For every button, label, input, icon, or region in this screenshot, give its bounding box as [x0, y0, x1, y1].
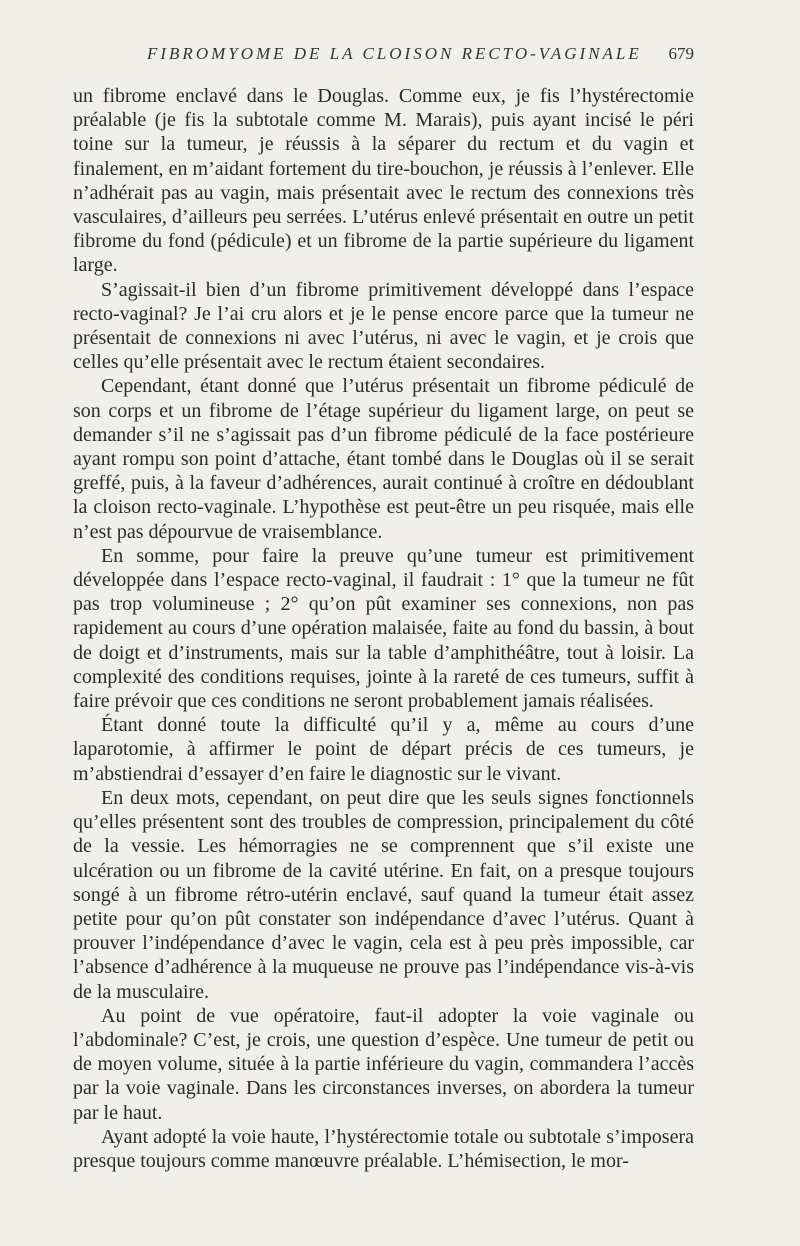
- paragraph: S’agissait-il bien d’un fibrome primitivement développé dans l’espace recto-vaginal? Je l’ai cru alors et je le pense encore parce que la tumeur ne présentait de connexions ni avec l’utérus, ni avec le vagin, et je crois que celles qu’elle présentait avec le rectum étaient secondaires.: [73, 278, 694, 374]
- running-header: [73, 44, 694, 70]
- body-text: [73, 84, 694, 1173]
- paragraph: En somme, pour faire la preuve qu’une tumeur est primitivement développée dans l’espace recto-vaginal, il faudrait : 1° que la tumeur ne fût pas trop volumineuse ; 2° qu’on pût examiner ses connexions, non pas rapidement au cours d’une opération malaisée, faite au fond du bassin, à bout de doigt et d’instruments, mais sur la table d’amphithéâtre, tout à loisir. La complexité des conditions requises, jointe à la rareté de ces tumeurs, suffit à faire prévoir que ces conditions ne seront probablement jamais réalisées.: [73, 544, 694, 713]
- paragraph: En deux mots, cependant, on peut dire que les seuls signes fonctionnels qu’elles présentent sont des troubles de compression, principalement du côté de la vessie. Les hémorragies ne se comprennent que s’il existe une ulcération ou un fibrome de la cavité utérine. En fait, on a presque toujours songé à un fibrome rétro-utérin enclavé, sauf quand la tumeur était assez petite pour qu’on pût constater son indépendance d’avec l’utérus. Quant à prouver l’indépendance d’avec le vagin, cela est à peu près impossible, car l’absence d’adhérence à la muqueuse ne prouve pas l’indépendance vis-à-vis de la musculaire.: [73, 786, 694, 1003]
- paragraph: Cependant, étant donné que l’utérus présentait un fibrome pédiculé de son corps et un fibrome de l’étage supérieur du ligament large, on peut se demander s’il ne s’agissait pas d’un fibrome pédiculé de la face postérieure ayant rompu son point d’attache, étant tombé dans le Douglas où il se serait greffé, puis, à la faveur d’adhérences, aurait continué à croître en dédoublant la cloison recto-vaginale. L’hypothèse est peut-être un peu risquée, mais elle n’est pas dépourvue de vraisemblance.: [73, 375, 694, 543]
- paragraph: un fibrome enclavé dans le Douglas. Comme eux, je fis l’hystérectomie préalable (je fis la subtotale comme M. Marais), puis ayant incisé le péri toine sur la tumeur, je réussis à la séparer du rectum et du vagin et finalement, en m’aidant fortement du tire-bouchon, je réussis à l’enlever. Elle n’adhérait pas au vagin, mais présentait avec le rectum des connexions très vasculaires, d’ailleurs peu serrées. L’utérus enlevé présentait en outre un petit fibrome du fond (pédicule) et un fibrome de la partie supérieure du ligament large.: [73, 85, 694, 277]
- paragraph: Ayant adopté la voie haute, l’hystérectomie totale ou subtotale s’imposera presque toujours comme manœuvre préalable. L’hémisection, le mor-: [73, 1125, 694, 1172]
- paragraph: Étant donné toute la difficulté qu’il y a, même au cours d’une laparotomie, à affirmer le point de départ précis de ces tumeurs, je m’abstiendrai d’essayer d’en faire le diagnostic sur le vivant.: [73, 714, 694, 785]
- page-number: 679: [668, 44, 694, 63]
- paragraph: Au point de vue opératoire, faut-il adopter la voie vaginale ou l’abdominale? C’est, je crois, une question d’espèce. Une tumeur de petit ou de moyen volume, située à la partie inférieure du vagin, commandera l’accès par la voie vaginale. Dans les circonstances inverses, on abordera la tumeur par le haut.: [73, 1004, 694, 1124]
- running-title: FIBROMYOME DE LA CLOISON RECTO-VAGINALE: [147, 44, 642, 63]
